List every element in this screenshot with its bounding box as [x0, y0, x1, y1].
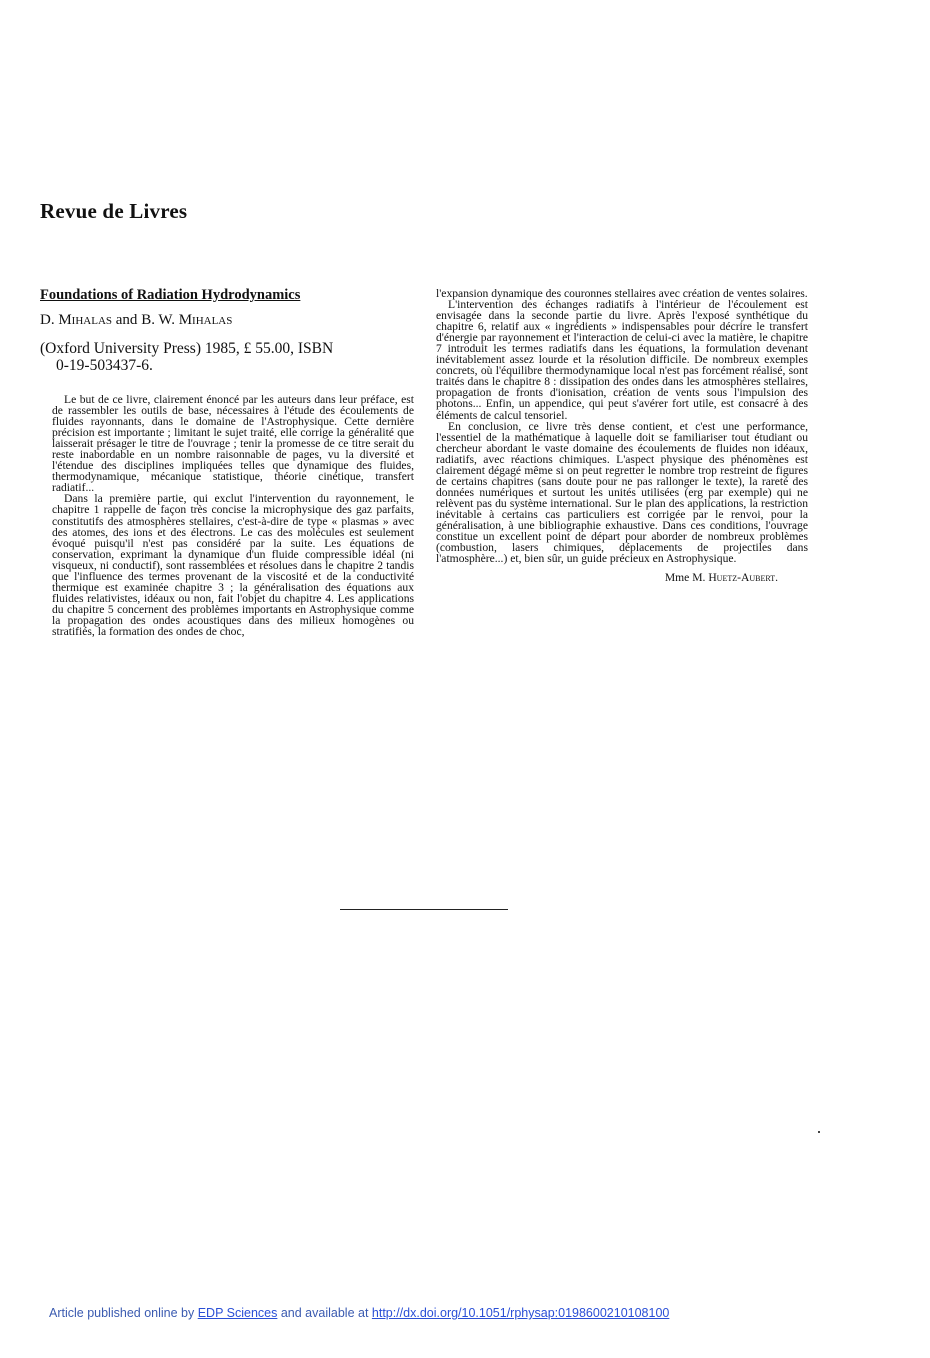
review-paragraph: l'expansion dynamique des couronnes stellaires avec création de ventes solaires.	[436, 287, 808, 300]
doi-link[interactable]: http://dx.doi.org/10.1051/rphysap:0198600210108100	[371, 1306, 670, 1320]
author2-name: Mihalas	[178, 312, 233, 328]
author1-initial: D.	[40, 312, 59, 328]
publisher-info	[40, 340, 412, 374]
reviewer-signature	[436, 572, 778, 583]
author1-name: Mihalas	[58, 312, 113, 328]
review-column-left	[52, 394, 414, 637]
review-paragraph: L'intervention des échanges radiatifs à l'intérieur de l'écoulement est envisagée dans la seconde partie du livre. Après l'exposé synthétique du chapitre 6, relatif aux « ingrédients » indispensables pour décrire le transfert d'énergie par rayonnement et l'interaction de celui-ci avec la matière, le chapitre 7 introduit les termes radiatifs dans les équations, la formulation devenant inévitablement assez lourde et la résolution difficile. De nombreux exemples concrets, où l'équilibre thermodynamique local n'est pas forcément réalisé, sont traités dans le chapitre 8 : dissipation des ondes dans les atmosphères stellaires, propagation de fronts d'ionisation, création de vents sous l'impulsion des photons... Enfin, un appendice, qui peut s'avérer fort utile, est consacré à des éléments de calcul tensoriel.	[436, 298, 808, 422]
publisher-line-2: 0-19-503437-6.	[56, 357, 153, 374]
footer-publication-note	[49, 1306, 669, 1320]
edp-sciences-link[interactable]: EDP Sciences	[197, 1306, 278, 1320]
reviewer-prefix: Mme M.	[664, 571, 709, 585]
review-paragraph: En conclusion, ce livre très dense contient, et c'est une performance, l'essentiel de la mathématique à laquelle doit se familiariser tout étudiant ou chercheur abordant le vaste domaine des écoulements de fluides non idéaux, radiatifs, avec réactions chimiques. L'aspect physique des phénomènes est clairement dégagé même si on peut regretter le nombre trop restreint de figures de certains chapitres (sans doute pour ne pas rallonger le texte), la rareté des données numériques et surtout les unités utilisées (erg par exemple) qui ne relèvent pas du système international. Sur le plan des applications, la restriction inévitable à certains cas particuliers est corrigée par le renvoi, pour la généralisation, à une bibliographie exhaustive. Dans ces conditions, l'ouvrage constitue un excellent point de départ pour aborder de nombreux problèmes (combustion, lasers chimiques, déplacements de projectiles dans l'atmosphère...) et, bien sûr, un guide précieux en Astrophysique.	[436, 419, 808, 566]
author2-initial: B. W.	[141, 312, 179, 328]
book-title: Foundations of Radiation Hydrodynamics	[40, 287, 301, 303]
page-speck	[818, 1131, 820, 1133]
book-authors	[40, 312, 232, 329]
publisher-line-1: (Oxford University Press) 1985, £ 55.00, ISBN	[40, 340, 334, 357]
reviewer-name: Huetz-Aubert.	[708, 571, 778, 585]
section-title: Revue de Livres	[40, 199, 188, 223]
review-paragraph: Dans la première partie, qui exclut l'intervention du rayonnement, le chapitre 1 rappelle de façon très concise la microphysique des gaz parfaits, constitutifs des atmosphères stellaires, c'est-à-dire de type « plasmas » avec des atomes, des ions et des électrons. Le cas des molécules est seulement évoqué puisqu'il n'est pas considéré par la suite. Les équations de conservation, exprimant la dynamique d'un fluide compressible idéal (ni visqueux, ni conductif), sont rassemblées et résolues dans le chapitre 2 tandis que l'influence des termes provenant de la viscosité et de la conductivité thermique est examinée chapitre 3 ; la généralisation des équations aux fluides relativistes, idéaux ou non, fait l'objet du chapitre 4. Les applications du chapitre 5 concernent des problèmes importants en Astrophysique comme la propagation des ondes acoustiques dans des milieux homogènes ou stratifiés, la formation des ondes de choc,	[52, 492, 414, 638]
author-conjunction: and	[112, 312, 142, 328]
section-divider	[340, 909, 508, 910]
footer-text-1: Article published online by	[49, 1306, 198, 1320]
footer-text-2: and available at	[277, 1306, 372, 1320]
review-column-right	[436, 288, 808, 583]
review-paragraph: Le but de ce livre, clairement énoncé par les auteurs dans leur préface, est de rassembler les outils de base, nécessaires à l'étude des écoulements de fluides rayonnants, dans le domaine de l'Astrophysique. Cette dernière précision est importante ; limitant le sujet traité, elle corrige la généralité que laisserait présager le titre de l'ouvrage ; tenir la promesse de ce titre serait du reste inabordable en un nombre raisonnable de pages, vu la diversité et l'étendue des disciplines impliquées telles que dynamique des fluides, thermodynamique, mécanique statistique, théorie cinétique, transfert radiatif...	[52, 393, 414, 495]
